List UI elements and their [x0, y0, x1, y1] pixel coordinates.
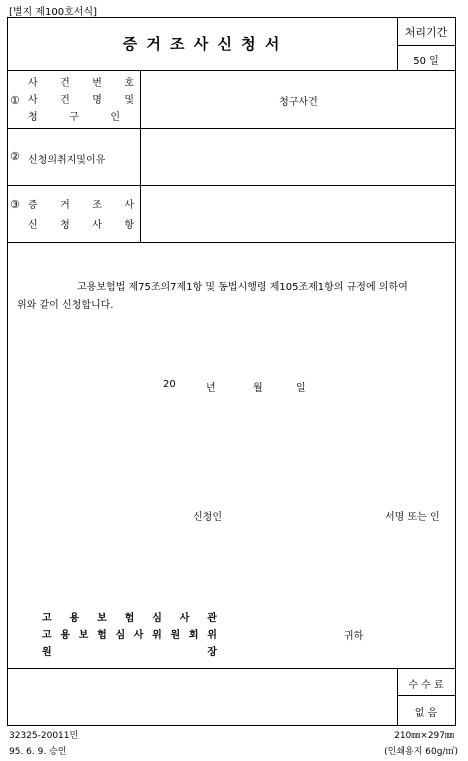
form-number-label: [별지 제100호서식] [9, 7, 98, 18]
row3-number: ③ [10, 198, 20, 211]
document-title: 증 거 조 사 신 청 서 [122, 35, 282, 53]
date-month: 월 [253, 383, 263, 394]
fee-value: 없 음 [414, 708, 438, 719]
committee-name: 고 용 보 험 심 사 관 고 용 보 험 심 사 위 원 회 위 원 장 [42, 613, 217, 658]
date-year: 년 [206, 383, 216, 394]
fee-label: 수 수 료 [408, 680, 444, 691]
processing-value: 50 일 [413, 56, 439, 67]
footer-size: 210㎜×297㎜ [394, 731, 454, 741]
divider-fee-inner [397, 695, 455, 696]
applicant-signature[interactable]: 서명 또는 인 [385, 512, 440, 523]
footer-code: 32325-20011민 [9, 731, 79, 741]
processing-label: 처리기간 [404, 26, 448, 39]
body-text-line1: 고용보험법 제75조의7제1항 및 동법시행령 제105조제1항의 규정에 의하여 [77, 282, 408, 293]
date-year-prefix: 20 [163, 379, 176, 390]
row2-content[interactable] [141, 129, 456, 185]
divider-fee [7, 668, 456, 669]
divider-header [7, 70, 456, 71]
row1-number: ① [10, 94, 20, 107]
row3-label: 증 거 조 사 신 청 사 항 [28, 200, 134, 231]
row2-label: 신청의취지및이유 [28, 155, 106, 166]
divider-processing [397, 45, 455, 46]
footer-approval: 95. 6. 9. 승인 [9, 747, 67, 757]
divider-row3 [7, 242, 456, 243]
footer-paper: (인쇄용지 60g/㎡) [384, 747, 458, 757]
applicant-label: 신청인 [193, 512, 222, 523]
row2-number: ② [10, 150, 20, 163]
row1-label: 사 건 번 호 사 건 명 및 청 구 인 [28, 78, 134, 123]
recipient-suffix: 귀하 [344, 631, 364, 642]
row1-content[interactable]: 청구사건 [279, 97, 318, 108]
body-text-line2: 위와 같이 신청합니다. [17, 300, 114, 311]
date-day: 일 [296, 383, 306, 394]
row3-content[interactable] [141, 186, 456, 242]
